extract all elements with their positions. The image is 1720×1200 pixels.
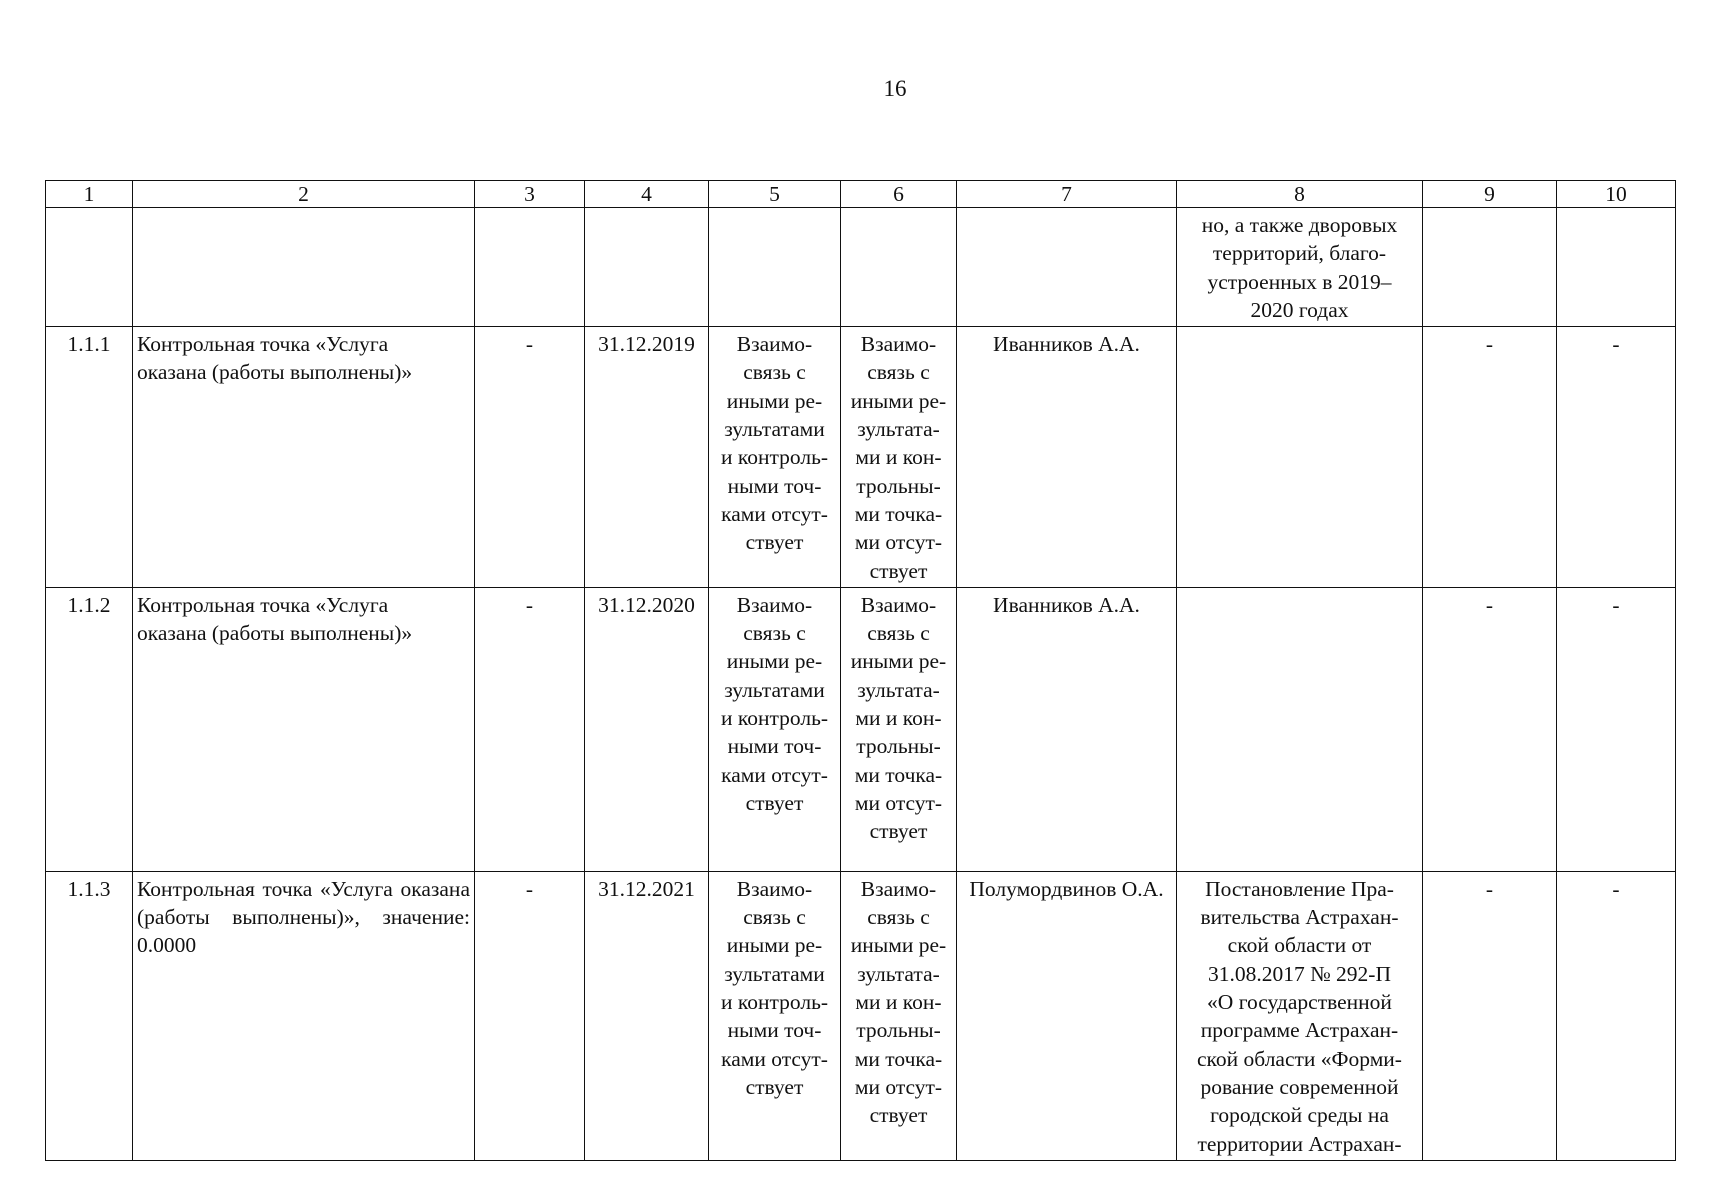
relation-results-cell: Взаимо- связь с иными ре- зультатами и контроль- ными точ- ками отсут- ствует [709, 587, 841, 871]
date-cell: 31.12.2019 [585, 327, 709, 588]
table-cell [841, 208, 957, 327]
date-cell: 31.12.2021 [585, 871, 709, 1160]
continuation-row [46, 208, 1676, 327]
column-number-header-row [46, 181, 1676, 208]
col3-cell: - [475, 587, 585, 871]
relation-results-cell: Взаимо- связь с иными ре- зультатами и контроль- ными точ- ками отсут- ствует [709, 871, 841, 1160]
col3-cell: - [475, 871, 585, 1160]
row-number-cell: 1.1.1 [46, 327, 133, 588]
header-cell-8: 8 [1177, 181, 1423, 208]
col10-cell: - [1557, 871, 1676, 1160]
header-cell-5: 5 [709, 181, 841, 208]
table-cell [709, 208, 841, 327]
header-cell-6: 6 [841, 181, 957, 208]
responsible-person-cell: Иванников А.А. [957, 587, 1177, 871]
table-cell [475, 208, 585, 327]
header-cell-10: 10 [1557, 181, 1676, 208]
control-points-table [45, 180, 1676, 1161]
date-cell: 31.12.2020 [585, 587, 709, 871]
control-point-name-cell: Контрольная точка «Услуга оказана (работы выполнены)», значение: 0.0000 [133, 871, 475, 1160]
continuation-text-cell: но, а также дворовых территорий, благо- устроенных в 2019– 2020 годах [1177, 208, 1423, 327]
page-number: 16 [883, 76, 907, 101]
col10-cell: - [1557, 327, 1676, 588]
header-cell-1: 1 [46, 181, 133, 208]
table-cell [957, 208, 1177, 327]
header-cell-9: 9 [1423, 181, 1557, 208]
table-cell [133, 208, 475, 327]
row-number-cell: 1.1.2 [46, 587, 133, 871]
header-cell-4: 4 [585, 181, 709, 208]
table-cell [1557, 208, 1676, 327]
table-row [46, 587, 1676, 871]
table-cell [1423, 208, 1557, 327]
header-cell-3: 3 [475, 181, 585, 208]
control-point-name-cell: Контрольная точка «Услуга оказана (работы выполнены)» [133, 587, 475, 871]
header-cell-7: 7 [957, 181, 1177, 208]
col9-cell: - [1423, 327, 1557, 588]
table-row [46, 871, 1676, 1160]
responsible-person-cell: Полумордвинов О.А. [957, 871, 1177, 1160]
col3-cell: - [475, 327, 585, 588]
header-cell-2: 2 [133, 181, 475, 208]
col10-cell: - [1557, 587, 1676, 871]
col9-cell: - [1423, 587, 1557, 871]
document-cell: Постановление Пра- вительства Астрахан- ской области от 31.08.2017 № 292-П «О государственной программе Астрахан- ской области «Форми- рование современной городской среды на территории Астрахан- [1177, 871, 1423, 1160]
document-cell [1177, 327, 1423, 588]
relation-results-cell: Взаимо- связь с иными ре- зультата- ми и кон- трольны- ми точка- ми отсут- ствует [841, 327, 957, 588]
relation-results-cell: Взаимо- связь с иными ре- зультата- ми и кон- трольны- ми точка- ми отсут- ствует [841, 587, 957, 871]
document-cell [1177, 587, 1423, 871]
row-number-cell: 1.1.3 [46, 871, 133, 1160]
relation-results-cell: Взаимо- связь с иными ре- зультата- ми и кон- трольны- ми точка- ми отсут- ствует [841, 871, 957, 1160]
table-cell [585, 208, 709, 327]
responsible-person-cell: Иванников А.А. [957, 327, 1177, 588]
table-cell [46, 208, 133, 327]
table-row [46, 327, 1676, 588]
col9-cell: - [1423, 871, 1557, 1160]
control-point-name-cell: Контрольная точка «Услуга оказана (работы выполнены)» [133, 327, 475, 588]
relation-results-cell: Взаимо- связь с иными ре- зультатами и контроль- ными точ- ками отсут- ствует [709, 327, 841, 588]
